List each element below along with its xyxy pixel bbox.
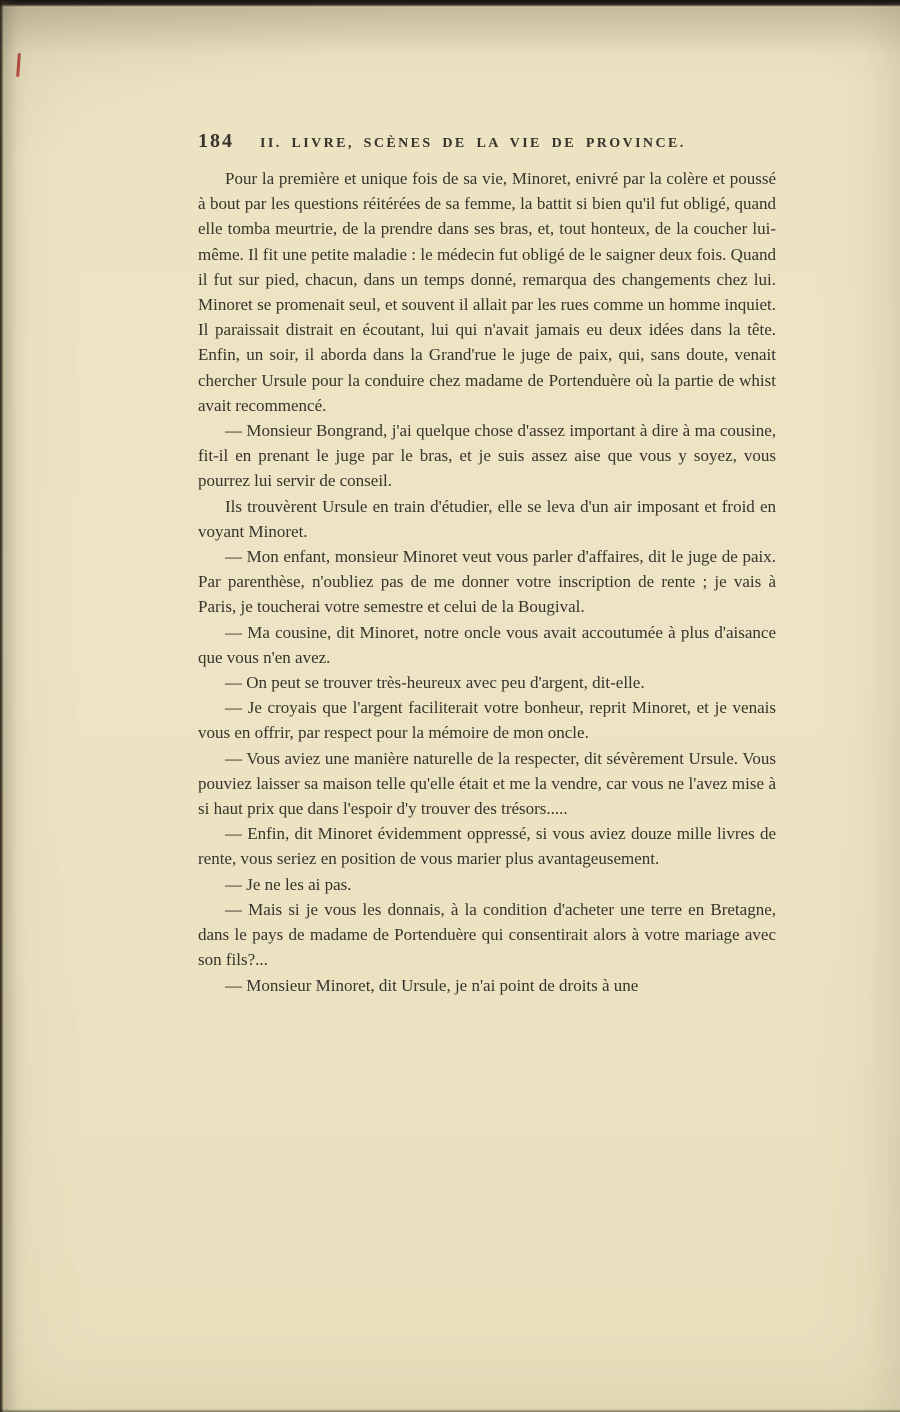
scan-edge-top-shadow: [0, 8, 900, 54]
paragraph: — Enfin, dit Minoret évidemment oppressé, si vous aviez douze mille livres de rente, vous seriez en position de vous marier plus avantageusement.: [198, 824, 776, 869]
paragraph: Ils trouvèrent Ursule en train d'étudier, elle se leva d'un air imposant et froid en voyant Minoret.: [198, 496, 776, 541]
paragraph: — On peut se trouver très-heureux avec peu d'argent, dit-elle.: [225, 673, 645, 693]
paragraph: Pour la première et unique fois de sa vie, Minoret, enivré par la colère et poussé à bout par les questions réitérées de sa femme, la battit si bien qu'il fut obligé, quand elle tomba meurtrie, de la prendre dans ses bras, et, tout honteux, de la coucher lui-même. Il fit une petite maladie : le médecin fut obligé de le saigner deux fois. Quand il fut sur pied, chacun, dans un temps donné, remarqua des changements chez lui. Minoret se promenait seul, et souvent il allait par les rues comme un homme inquiet. Il paraissait distrait en écoutant, lui qui n'avait jamais eu deux idées dans la tête. Enfin, un soir, il aborda dans la Grand'rue le juge de paix, qui, sans doute, venait chercher Ursule pour la conduire chez madame de Portenduère où la partie de whist avait recommencé.: [198, 169, 776, 415]
paragraph: — Monsieur Minoret, dit Ursule, je n'ai point de droits à une: [225, 975, 639, 995]
page-number: 184: [198, 130, 234, 152]
running-title: II. LIVRE, SCÈNES DE LA VIE DE PROVINCE.: [260, 136, 686, 151]
paragraph: — Ma cousine, dit Minoret, notre oncle vous avait accoutumée à plus d'aisance que vous n'en avez.: [198, 622, 776, 667]
red-pen-mark: [16, 53, 21, 77]
page-header: [198, 130, 776, 153]
paragraph: — Mais si je vous les donnais, à la condition d'acheter une terre en Bretagne, dans le pays de madame de Portenduère qui consentirait alors à votre mariage avec son fils?...: [198, 899, 776, 970]
paragraph: — Mon enfant, monsieur Minoret veut vous parler d'affaires, dit le juge de paix. Par parenthèse, n'oubliez pas de me donner votre inscription de rente ; je vais à Paris, je toucherai votre semestre et celui de la Bougival.: [198, 547, 776, 617]
paragraph: — Monsieur Bongrand, j'ai quelque chose d'assez important à dire à ma cousine, fit-il en prenant le juge par le bras, et je suis assez aise que vous y soyez, vous pourrez lui servir de conseil.: [198, 421, 776, 491]
paragraph: — Je croyais que l'argent faciliterait votre bonheur, reprit Minoret, et je venais vous en offrir, par respect pour la mémoire de mon oncle.: [198, 698, 776, 743]
body-text: [198, 166, 776, 998]
scan-edge-top: [0, 0, 900, 8]
scan-edge-left-shadow: [3, 0, 17, 1412]
paragraph: — Vous aviez une manière naturelle de la respecter, dit sévèrement Ursule. Vous pouviez laisser sa maison telle qu'elle était et me la vendre, car vous ne l'avez mise à si haut prix que dans l'espoir d'y trouver des trésors.....: [198, 748, 776, 819]
paragraph: — Je ne les ai pas.: [225, 874, 352, 894]
